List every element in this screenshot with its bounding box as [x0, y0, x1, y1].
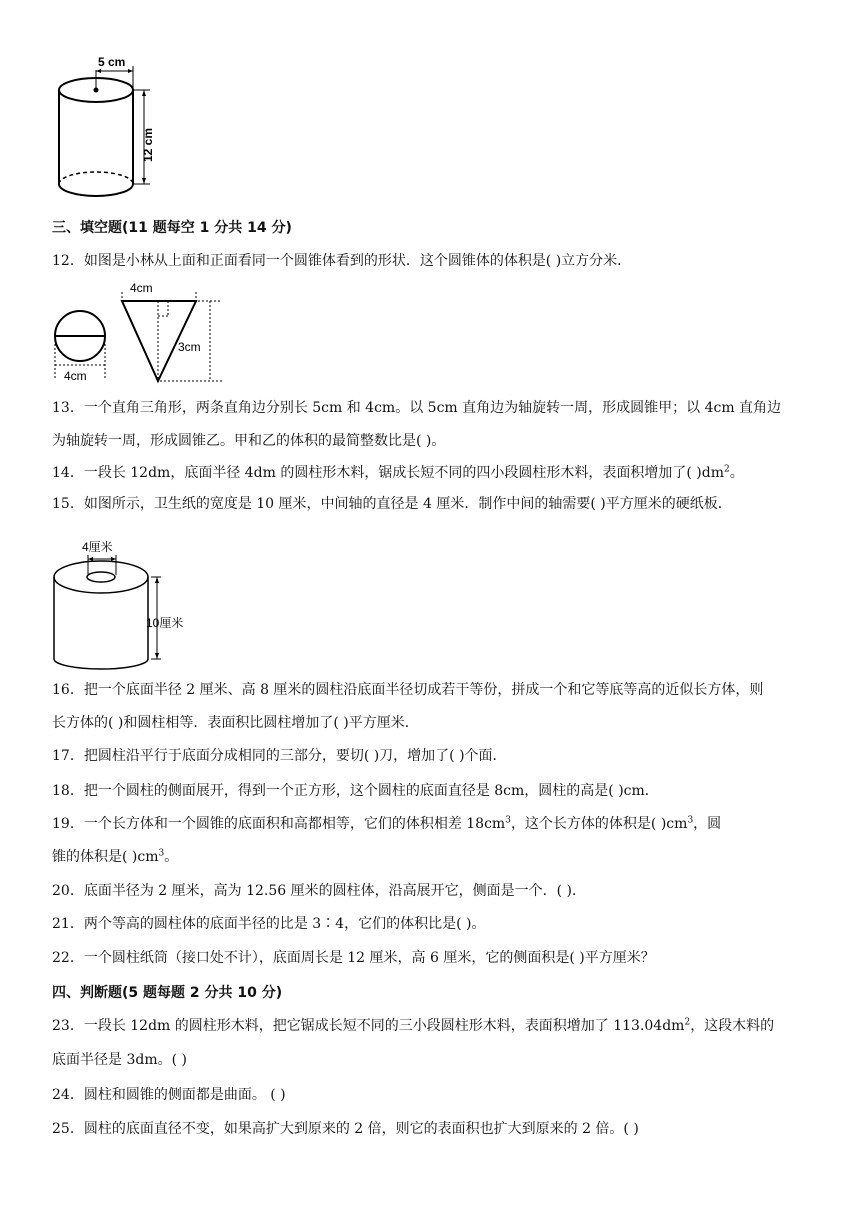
- question-14-text: 14．一段长 12dm，底面半径 4dm 的圆柱形木料，锯成长短不同的四小段圆柱形木料，表面积增加了( )dm: [52, 465, 724, 481]
- question-25: 25．圆柱的底面直径不变，如果高扩大到原来的 2 倍，则它的表面积也扩大到原来的 2 倍。( ): [52, 1121, 639, 1137]
- cylinder-radius-label: 5 cm: [98, 55, 126, 69]
- question-22: 22．一个圆柱纸筒（接口处不计），底面周长是 12 厘米，高 6 厘米，它的侧面积是( )平方厘米？: [52, 950, 655, 966]
- question-16-line-2: 长方体的( )和圆柱相等．表面积比圆柱增加了( )平方厘米．: [52, 715, 419, 731]
- q19-part-d: 锥的体积是( )cm: [52, 849, 159, 865]
- cone-views-figure: [50, 280, 230, 388]
- cone-base-label: 4cm: [64, 369, 87, 383]
- cylinder-figure: [52, 54, 162, 204]
- question-13-line-1: 13．一个直角三角形，两条直角边分别长 5cm 和 4cm。以 5cm 直角边为轴旋转一周，形成圆锥甲；以 4cm 直角边: [52, 400, 782, 416]
- question-23-line-1: [52, 1016, 774, 1036]
- q19-part-a: 19．一个长方体和一个圆锥的底面积和高都相等，它们的体积相差 18cm: [52, 816, 506, 832]
- roll-core-label: 4厘米: [82, 540, 113, 554]
- question-14-sup: 2: [723, 464, 730, 475]
- q19-part-c: ，圆: [693, 816, 722, 832]
- paper-roll-figure: [48, 537, 198, 673]
- section-fill-in-title: 三、填空题(11 题每空 1 分共 14 分): [52, 220, 292, 236]
- cone-height-label: 3cm: [178, 340, 201, 354]
- question-19-line-1: [52, 814, 721, 834]
- cylinder-height-label: 12 cm: [141, 127, 155, 162]
- cone-top-label: 4cm: [130, 281, 153, 295]
- question-24: 24．圆柱和圆锥的侧面都是曲面。 ( ): [52, 1087, 286, 1103]
- q19-sup-b: 3: [687, 815, 694, 826]
- question-23-line-2: 底面半径是 3dm。( ): [52, 1052, 187, 1068]
- q19-part-e: 。: [164, 849, 179, 865]
- question-16-line-1: 16．把一个底面半径 2 厘米、高 8 厘米的圆柱沿底面半径切成若干等份，拼成一个和它等底等高的近似长方体，则: [52, 682, 764, 698]
- question-18: 18．把一个圆柱的侧面展开，得到一个正方形，这个圆柱的底面直径是 8cm，圆柱的高是( )cm．: [52, 783, 659, 799]
- question-13-line-2: 为轴旋转一周，形成圆锥乙。甲和乙的体积的最简整数比是( )。: [52, 433, 446, 449]
- question-12: 12．如图是小林从上面和正面看同一个圆锥体看到的形状．这个圆锥体的体积是( )立方分米．: [52, 253, 632, 269]
- question-19-line-2: [52, 847, 178, 867]
- question-20: 20．底面半径为 2 厘米，高为 12.56 厘米的圆柱体，沿高展开它，侧面是一个．( )．: [52, 883, 586, 899]
- q23-part-a: 23．一段长 12dm 的圆柱形木料，把它锯成长短不同的三小段圆柱形木料，表面积增加了 113.04dm: [52, 1018, 685, 1034]
- roll-width-label: 10厘米: [146, 616, 184, 630]
- question-14-end: 。: [729, 465, 744, 481]
- question-14: [52, 463, 744, 483]
- q23-part-b: ，这段木料的: [690, 1018, 775, 1034]
- question-15: 15．如图所示，卫生纸的宽度是 10 厘米，中间轴的直径是 4 厘米．制作中间的轴需要( )平方厘米的硬纸板．: [52, 496, 732, 512]
- q23-sup: 2: [684, 1017, 691, 1028]
- question-17: 17．把圆柱沿平行于底面分成相同的三部分，要切( )刀，增加了( )个面．: [52, 748, 507, 764]
- q19-sup-c: 3: [158, 848, 165, 859]
- q19-part-b: ，这个长方体的体积是( )cm: [510, 816, 688, 832]
- section-true-false-title: 四、判断题(5 题每题 2 分共 10 分): [52, 985, 283, 1001]
- q19-sup-a: 3: [505, 815, 511, 826]
- question-21: 21．两个等高的圆柱体的底面半径的比是 3∶4，它们的体积比是( )。: [52, 916, 486, 932]
